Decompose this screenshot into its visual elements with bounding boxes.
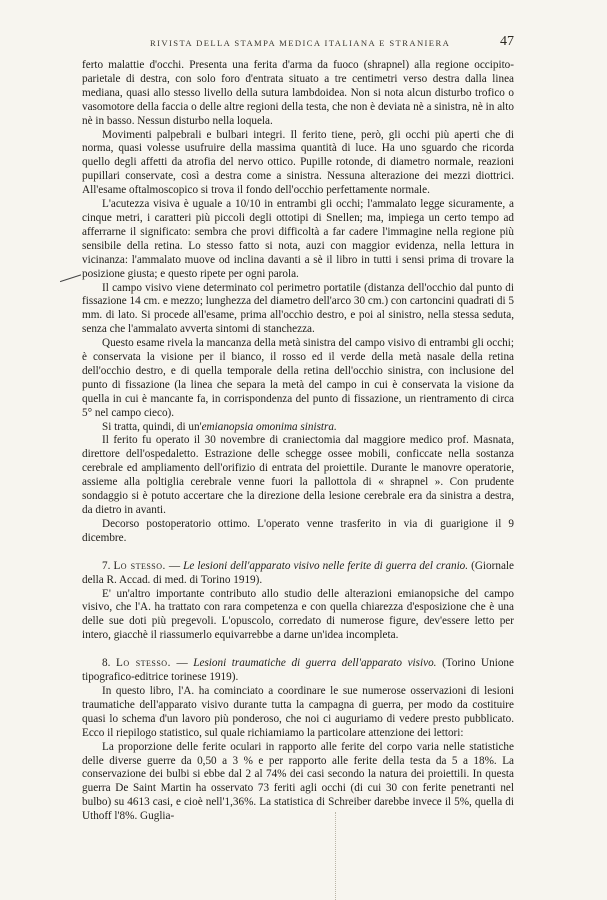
page-header xyxy=(0,34,607,54)
page-fold-line xyxy=(335,812,336,900)
reference-7-author: Lo stesso. xyxy=(113,559,166,572)
reference-8-paragraph: In questo libro, l'A. ha cominciato a coordinare le sue numerose osservazioni di lesioni traumatiche dell'apparato visivo durante tutta la campagna di guerra, per modo da costituire quasi lo schema d'un lavoro più ponderoso, che noi ci auguriamo di vedere presto pubblicato. Ecco il riepilogo statistico, sul quale richiamiamo la particolare attenzione dei lettori: xyxy=(82,684,514,739)
section-gap xyxy=(82,546,514,560)
reference-7-dash: — xyxy=(165,559,184,572)
case-paragraph: L'acutezza visiva è uguale a 10/10 in entrambi gli occhi; l'ammalato legge sicuramente, a cinque metri, i caratteri più piccoli degli ottotipi di Snellen; ma, impiega un certo tempo ad afferrarne il significato: sembra che provi difficoltà a far cadere l'immagine nella regione più sensibile della retina. Lo stesso fatto si nota, auzi con maggior evidenza, nella lettura in vicinanza: l'ammalato muove od inclina davanti a sè il libro in tutti i sensi prima di trovare la posizione giusta; e questo ripete per ogni parola. xyxy=(82,198,514,280)
diagnosis-prefix: Si tratta, quindi, di un' xyxy=(102,420,202,433)
case-paragraph: Movimenti palpebrali e bulbari integri. Il ferito tiene, però, gli occhi più aperti che di norma, quasi volesse usufruire della massima quantità di luce. Ha uno sguardo che ricorda quello degli affetti da atrofia del nervo ottico. Pupille rotonde, di diametro normale, reazioni pupillari conservate, così a destra come a sinistra. Nessuna alterazione dei mezzi diottrici. All'esame oftalmoscopico si trova il fondo dell'occhio perfettamente normale. xyxy=(82,128,514,197)
postop-paragraph: Decorso postoperatorio ottimo. L'operato venne trasferito in via di guarigione il 9 dicembre. xyxy=(82,517,514,544)
reference-8-paragraph: La proporzione delle ferite oculari in rapporto alle ferite del corpo varia nelle statistiche delle diverse guerre da 0,50 a 3 % e per rapporto alle ferite della testa da 5 a 18%. La conservazione dei bulbi si ebbe dal 2 al 74% dei casi secondo la natura dei proiettili. In questa guerra De Saint Martin ha osservato 73 feriti agli occhi (di cui 30 con ferite penetranti nel bulbo) su 4613 casi, e cioè nell'1,36%. La statistica di Schreiber darebbe invece il 5%, quella di Uthoff l'8%. Guglia- xyxy=(82,740,514,823)
reference-8-number: 8. xyxy=(102,657,111,670)
running-title: RIVISTA DELLA STAMPA MEDICA ITALIANA E STRANIERA xyxy=(150,38,451,48)
case-paragraph: ferto malattie d'occhi. Presenta una ferita d'arma da fuoco (shrapnel) alla regione occipito-parietale di destra, con solo foro d'entrata situato a tre centimetri verso destra dalla linea mediana, quasi allo stesso livello della sutura lambdoidea. Non si nota alcun disturbo trofico o vasomotore della faccia o delle altre regioni della testa, che non è deviata nè a sinistra, nè in alto nè in basso. Nessun disturbo nella loquela. xyxy=(82,59,514,127)
reference-8-dash: — xyxy=(170,657,194,670)
reference-7-source: (Giornale della R. Accad. di med. di Torino 1919). xyxy=(82,559,514,586)
reference-8-title: Lesioni traumatiche di guerra dell'apparato visivo. xyxy=(193,657,437,670)
reference-8-author: Lo stesso. xyxy=(115,657,171,670)
section-gap xyxy=(82,643,514,657)
case-paragraph: Questo esame rivela la mancanza della metà sinistra del campo visivo di entrambi gli occhi; è conservata la visione per il bianco, il rosso ed il verde della metà nasale della retina dell'occhio destro, e di quella temporale della retina dell'occhio sinistra, con inclusione del punto di fissazione (la linea che separa la metà del campo in cui è conservata la visione da quella in cui è mancante fa, in corrispondenza del punto di fissazione, un rientramento di circa 5° nel campo cieco). xyxy=(82,337,514,419)
reference-8-source: (Torino Unione tipografico-editrice torinese 1919). xyxy=(82,657,514,684)
diagnosis-paragraph xyxy=(82,421,514,435)
reference-8-heading xyxy=(82,657,514,685)
reference-7-heading xyxy=(82,560,514,588)
diagnosis-term: emianopsia omonima sinistra. xyxy=(201,420,337,433)
page-number: 47 xyxy=(500,34,514,49)
reference-7-number: 7. xyxy=(102,559,111,572)
case-paragraph: Il campo visivo viene determinato col perimetro portatile (distanza dell'occhio dal punto di fissazione 14 cm. e mezzo; lunghezza del diametro dell'arco 30 cm.) con cartoncini quadrati di 5 mm. di lato. Si procede all'esame, prima all'occhio destro, e poi al sinistro, nella stessa seduta, senza che l'ammalato avverta sintomi di stanchezza. xyxy=(82,281,514,336)
handwritten-margin-mark xyxy=(57,265,81,282)
article-body xyxy=(82,59,514,824)
reference-7-title: Le lesioni dell'apparato visivo nelle ferite di guerra del cranio. xyxy=(183,559,469,572)
reference-7-text: E' un'altro importante contributo allo studio delle alterazioni emianopsiche del campo visivo, che l'A. ha trattato con rara competenza e con quella chiarezza d'esposizione che è una delle sue doti più pregevoli. L'opuscolo, corredato di numerose figure, dev'essere letto per intero, giacchè il riassumerlo equivarrebbe a darne un'idea incompleta. xyxy=(82,587,514,642)
operation-paragraph: Il ferito fu operato il 30 novembre di craniectomia dal maggiore medico prof. Masnata, direttore dell'ospedaletto. Estrazione delle schegge ossee mobili, conficcate nella sostanza cerebrale ed ampliamento dell'orifizio di entrata del proiettile. Durante le manovre operatorie, assieme alla poltiglia cerebrale venne fuori la pallottola di « shrapnel ». Con prudente sondaggio si è potuto accertare che la direzione della lesione cerebrale era da sinistra a destra, da dietro in avanti. xyxy=(82,434,514,516)
